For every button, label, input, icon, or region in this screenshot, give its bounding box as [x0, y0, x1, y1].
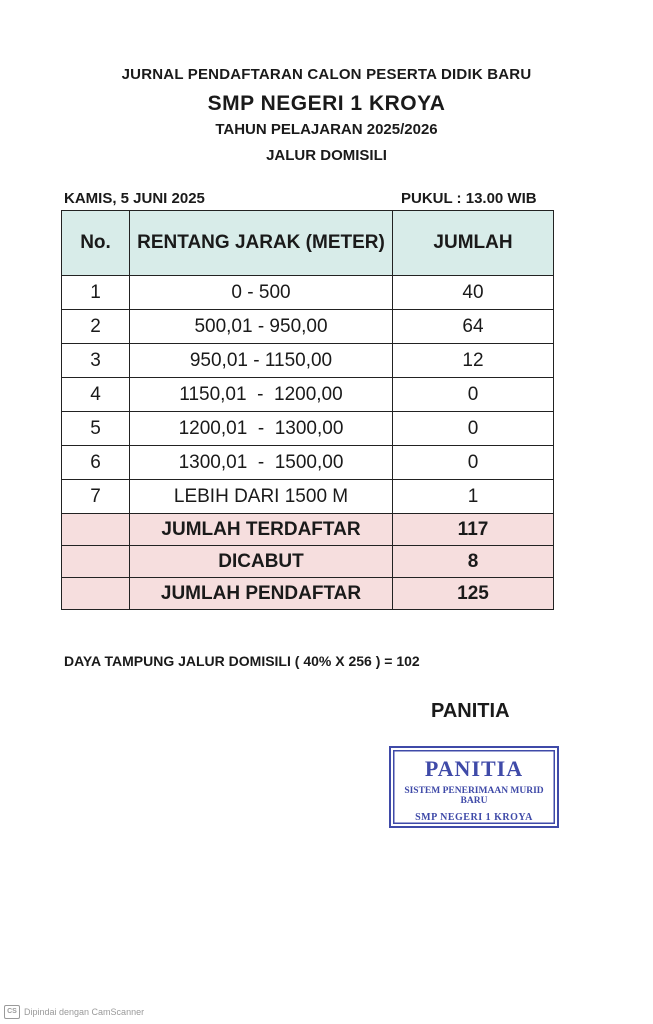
report-time: PUKUL : 13.00 WIB	[401, 190, 537, 207]
registrant-count: 12	[393, 344, 554, 378]
distance-range: 1150,01 - 1200,00	[130, 378, 393, 412]
summary-row-registered	[62, 514, 554, 546]
table-row	[62, 276, 554, 310]
table-row	[62, 344, 554, 378]
row-number: 6	[62, 446, 130, 480]
stamp-title: PANITIA	[424, 756, 524, 781]
journal-title: JURNAL PENDAFTARAN CALON PESERTA DIDIK BARU	[121, 66, 532, 83]
column-header-range: RENTANG JARAK (METER)	[130, 211, 393, 276]
registrant-count: 0	[393, 378, 554, 412]
stamp-school-name: SMP NEGERI 1 KROYA	[415, 812, 533, 823]
table-row	[62, 446, 554, 480]
distance-range: 0 - 500	[130, 276, 393, 310]
distance-range: 1300,01 - 1500,00	[130, 446, 393, 480]
scanner-text: Dipindai dengan CamScanner	[24, 1007, 145, 1017]
row-number: 7	[62, 480, 130, 514]
row-number: 3	[62, 344, 130, 378]
summary-row-withdrawn	[62, 546, 554, 578]
table-row	[62, 480, 554, 514]
stamp-system-name: SISTEM PENERIMAAN MURID BARU	[404, 786, 544, 806]
summary-spacer	[62, 578, 130, 610]
row-number: 1	[62, 276, 130, 310]
academic-year: TAHUN PELAJARAN 2025/2026	[215, 121, 438, 138]
table-row	[62, 412, 554, 446]
summary-label: DICABUT	[130, 546, 393, 578]
distance-range: 500,01 - 950,00	[130, 310, 393, 344]
row-number: 5	[62, 412, 130, 446]
report-date: KAMIS, 5 JUNI 2025	[64, 190, 205, 207]
distance-range: LEBIH DARI 1500 M	[130, 480, 393, 514]
registrant-count: 0	[393, 446, 554, 480]
registration-table	[61, 210, 554, 610]
row-number: 2	[62, 310, 130, 344]
scanner-watermark	[4, 1005, 144, 1019]
column-header-no: No.	[62, 211, 130, 276]
summary-spacer	[62, 514, 130, 546]
admission-track: JALUR DOMISILI	[266, 147, 387, 164]
registrant-count: 64	[393, 310, 554, 344]
camscanner-logo-icon: CS	[4, 1005, 20, 1019]
registrant-count: 0	[393, 412, 554, 446]
row-number: 4	[62, 378, 130, 412]
table-header-row	[62, 211, 554, 276]
summary-value: 117	[393, 514, 554, 546]
summary-row-applicants	[62, 578, 554, 610]
summary-spacer	[62, 546, 130, 578]
summary-label: JUMLAH TERDAFTAR	[130, 514, 393, 546]
school-name: SMP NEGERI 1 KROYA	[207, 92, 446, 115]
summary-label: JUMLAH PENDAFTAR	[130, 578, 393, 610]
table-row	[62, 310, 554, 344]
summary-value: 8	[393, 546, 554, 578]
column-header-count: JUMLAH	[393, 211, 554, 276]
committee-signature: PANITIA	[431, 700, 510, 722]
capacity-note: DAYA TAMPUNG JALUR DOMISILI ( 40% X 256 ) = 102	[64, 653, 420, 669]
summary-value: 125	[393, 578, 554, 610]
registrant-count: 40	[393, 276, 554, 310]
distance-range: 950,01 - 1150,00	[130, 344, 393, 378]
registrant-count: 1	[393, 480, 554, 514]
committee-stamp	[389, 746, 559, 828]
distance-range: 1200,01 - 1300,00	[130, 412, 393, 446]
table-row	[62, 378, 554, 412]
